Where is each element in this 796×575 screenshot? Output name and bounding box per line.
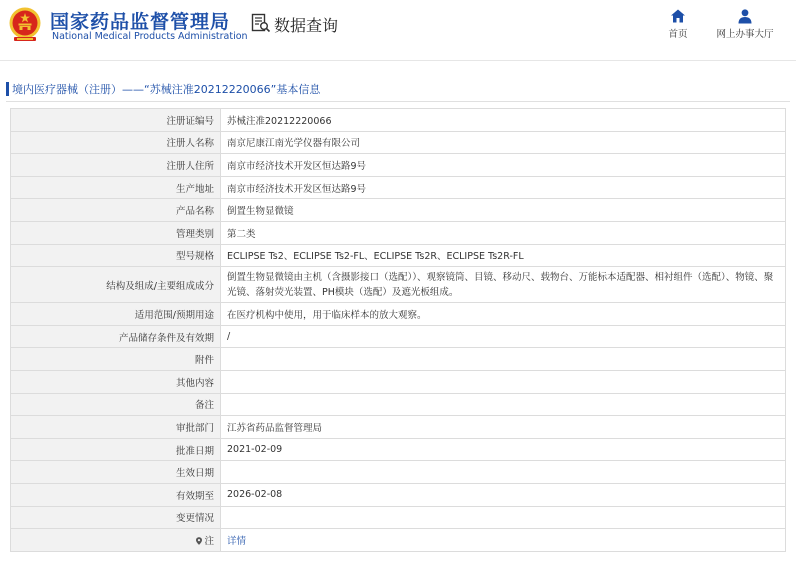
row-label: 产品名称 [11, 199, 221, 222]
nav-home-link[interactable] [660, 8, 696, 44]
row-value: 江苏省药品监督管理局 [221, 416, 786, 439]
location-pin-icon [195, 537, 203, 545]
row-label: 管理类别 [11, 221, 221, 244]
row-label: 其他内容 [11, 370, 221, 393]
row-label: 注 [204, 535, 214, 547]
device-info-table [10, 108, 786, 552]
row-value [221, 461, 786, 484]
row-value [221, 506, 786, 529]
table-row [11, 416, 786, 439]
row-value: 倒置生物显微镜 [221, 199, 786, 222]
table-row [11, 370, 786, 393]
row-value: 2021-02-09 [221, 438, 786, 461]
site-header [0, 0, 796, 60]
nav-home-label: 首页 [668, 29, 688, 40]
row-label: 注册证编号 [11, 109, 221, 132]
row-value [221, 370, 786, 393]
row-label: 结构及组成/主要组成成分 [11, 267, 221, 303]
table-row [11, 154, 786, 177]
table-row [11, 461, 786, 484]
row-value: 倒置生物显微镜由主机（含摄影接口（选配））、观察镜筒、目镜、移动尺、载物台、万能标本适配器、相衬组件（选配）、物镜、聚光镜、落射荧光装置、PH模块（选配）及遮光板组成。 [221, 267, 786, 303]
row-label: 适用范围/预期用途 [11, 303, 221, 326]
row-value: ECLIPSE Ts2、ECLIPSE Ts2-FL、ECLIPSE Ts2R、ECLIPSE Ts2R-FL [221, 244, 786, 267]
table-row [11, 221, 786, 244]
table-row [11, 267, 786, 303]
data-query-title: 数据查询 [274, 16, 339, 35]
row-label: 生产地址 [11, 176, 221, 199]
row-label: 产品储存条件及有效期 [11, 325, 221, 348]
table-row [11, 109, 786, 132]
row-value [221, 393, 786, 416]
nav-online-office-label: 网上办事大厅 [716, 29, 774, 40]
row-value [221, 348, 786, 371]
row-label: 变更情况 [11, 506, 221, 529]
home-icon [670, 8, 686, 24]
table-row [11, 131, 786, 154]
national-emblem-icon [8, 6, 42, 44]
row-label: 有效期至 [11, 483, 221, 506]
row-value: 南京市经济技术开发区恒达路9号 [221, 154, 786, 177]
site-subtitle: National Medical Products Administration [52, 31, 248, 42]
user-icon [737, 8, 753, 24]
breadcrumb-text: 境内医疗器械（注册）——“苏械注准20212220066”基本信息 [12, 83, 321, 96]
site-title: 国家药品监督管理局 [50, 11, 231, 33]
row-value: 南京市经济技术开发区恒达路9号 [221, 176, 786, 199]
row-value [221, 529, 786, 552]
table-row [11, 325, 786, 348]
row-value: 南京尼康江南光学仪器有限公司 [221, 131, 786, 154]
row-label: 型号规格 [11, 244, 221, 267]
table-row [11, 529, 786, 552]
row-label: 审批部门 [11, 416, 221, 439]
row-label: 生效日期 [11, 461, 221, 484]
table-row [11, 176, 786, 199]
table-row [11, 199, 786, 222]
table-row [11, 348, 786, 371]
row-value: 苏械注准20212220066 [221, 109, 786, 132]
table-row [11, 393, 786, 416]
table-row [11, 506, 786, 529]
table-row [11, 303, 786, 326]
note-label-cell [11, 529, 221, 552]
row-label: 注册人名称 [11, 131, 221, 154]
document-search-icon [251, 13, 271, 33]
row-value: 第二类 [221, 221, 786, 244]
table-row [11, 244, 786, 267]
breadcrumb-accent-bar [6, 82, 9, 96]
details-link[interactable]: 详情 [227, 535, 247, 547]
breadcrumb [6, 78, 790, 102]
row-label: 备注 [11, 393, 221, 416]
row-label: 批准日期 [11, 438, 221, 461]
table-row [11, 438, 786, 461]
row-label: 注册人住所 [11, 154, 221, 177]
header-divider [0, 60, 796, 61]
row-value: 2026-02-08 [221, 483, 786, 506]
row-value: / [221, 325, 786, 348]
nav-online-office-link[interactable] [712, 8, 778, 44]
table-row [11, 483, 786, 506]
row-label: 附件 [11, 348, 221, 371]
row-value: 在医疗机构中使用，用于临床样本的放大观察。 [221, 303, 786, 326]
